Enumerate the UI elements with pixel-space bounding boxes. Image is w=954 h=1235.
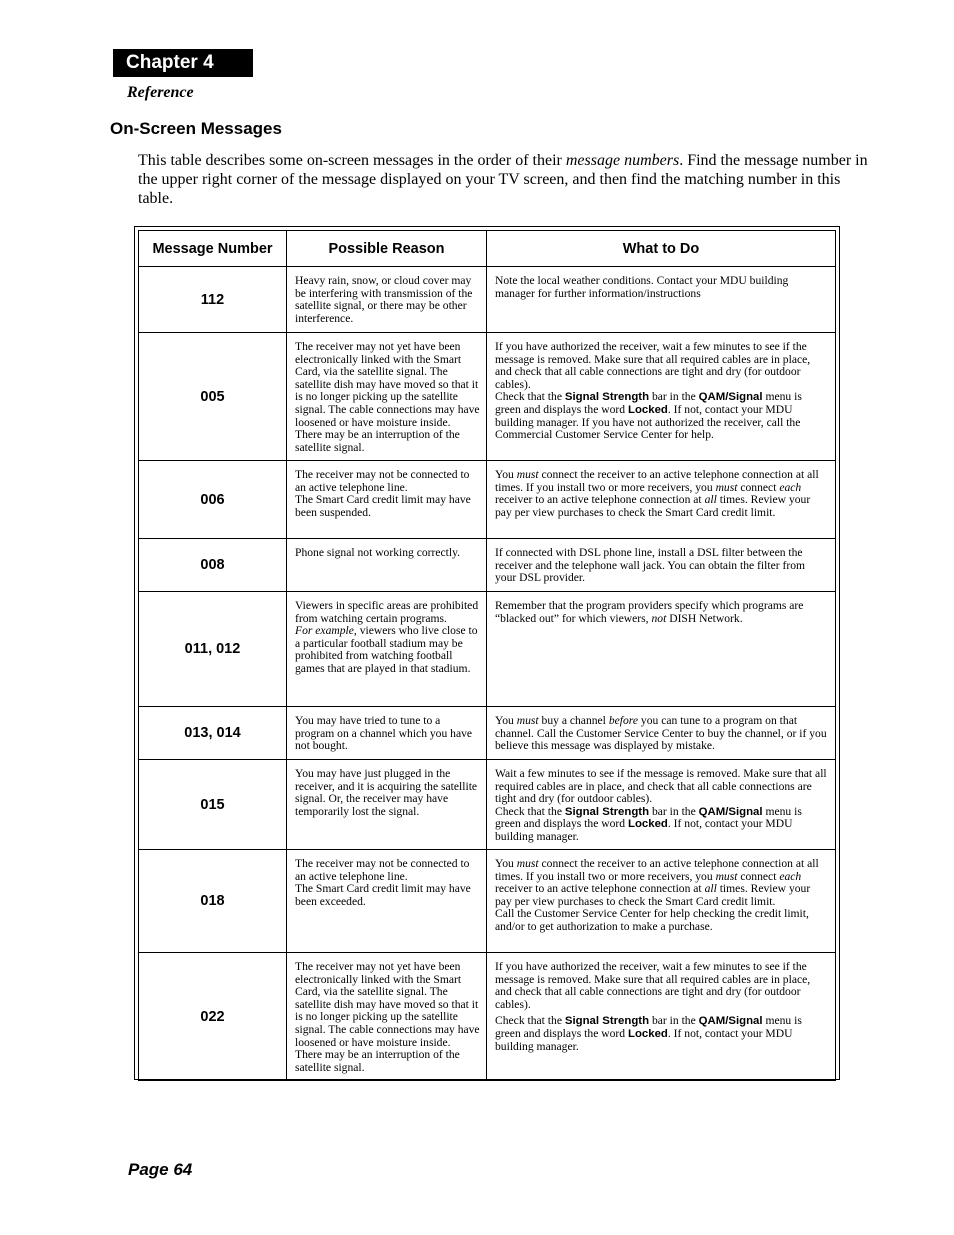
table-row [139,539,836,592]
table-row [139,953,836,1081]
action-text: If you have authorized the receiver, wait a few minutes to see if the message is removed. Make sure that all required cables are in place, and check that all cable connections are tight and dry (for outdoor cables). [495,960,811,1011]
reason-text: The Smart Card credit limit may have been suspended. [295,493,471,519]
action-check-text [495,806,829,844]
action-text: You [495,714,517,727]
action-text: Wait a few minutes to see if the message is removed. Make sure that all required cables are in place, and check that all cable connections are tight and dry (for outdoor cables). [495,767,827,806]
action-text: Check that the [495,390,565,404]
action-text [495,858,829,908]
messages-table [134,226,840,1080]
action-text: connect [737,869,780,883]
reason-text-rest: , viewers who live close to a particular football stadium may be prohibited from watching football games that are played in that stadium. [295,624,478,675]
table-row [139,592,836,707]
message-number: 018 [139,850,287,953]
emphasis-not: not [651,611,667,625]
what-to-do [487,333,836,461]
action-text: receiver to an active telephone connection at [495,493,705,507]
intro-emphasis: message numbers [565,152,680,169]
emphasis-must: must [715,480,738,494]
emphasis-each: each [779,869,802,883]
possible-reason: Heavy rain, snow, or cloud cover may be interfering with transmission of the satellite signal, or there may be other interference. [287,267,487,333]
table-row [139,333,836,461]
what-to-do [487,953,836,1081]
emphasis-before: before [608,714,639,727]
emphasis-all: all [704,882,717,896]
reason-text: The receiver may not be connected to an active telephone line. [295,468,470,494]
intro-text: This table describes some on-screen messages in the order of their [138,152,566,169]
emphasis-each: each [779,480,802,494]
what-to-do [487,760,836,850]
action-text: receiver to an active telephone connection at [495,882,705,896]
possible-reason: The receiver may not yet have been electronically linked with the Smart Card, via the satellite signal. The satellite dish may have moved so that it is no longer picking up the satellite signal. The cable connections may have loosened or have moisture inside. There may be an interruption of the satellite signal. [287,333,487,461]
qam-signal-term: QAM/Signal [698,1015,763,1028]
table-row [139,760,836,850]
action-text: Remember that the program providers specify which programs are “blacked out” for which viewers, [495,599,804,625]
action-text: times. Review your pay per view purchases to check the Smart Card credit limit. [495,493,811,519]
message-number: 022 [139,953,287,1081]
message-number: 011, 012 [139,592,287,707]
action-text: buy a channel [538,714,609,727]
action-text: you can tune to a program on that channel. Call the Customer Service Center to buy the channel, or if you believe this message was displayed by mistake. [495,714,827,753]
signal-strength-term: Signal Strength [564,1015,650,1028]
action-text: . If not, contact your MDU building manager. [495,1026,793,1053]
possible-reason: Phone signal not working correctly. [287,539,487,592]
message-number: 005 [139,333,287,461]
what-to-do [487,850,836,953]
intro-paragraph [138,151,868,208]
signal-strength-term: Signal Strength [564,391,650,404]
chapter-label: Chapter 4 [113,49,253,77]
message-number: 015 [139,760,287,850]
what-to-do [487,592,836,707]
possible-reason: The receiver may not yet have been electronically linked with the Smart Card, via the satellite signal. The satellite dish may have moved so that it is no longer picking up the satellite signal. The cable connections may have loosened or have moisture inside. There may be an interruption of the satellite signal. [287,953,487,1081]
emphasis-all: all [704,493,717,507]
message-number: 013, 014 [139,707,287,760]
action-text: . If not, contact your MDU building manager. [495,817,793,843]
table-row [139,267,836,333]
emphasis-must: must [516,857,539,870]
action-text: menu is green and displays the word [495,804,802,831]
action-text: Check that the [495,804,565,818]
emphasis-must: must [516,714,539,727]
emphasis-for-example: For example [295,624,354,638]
what-to-do: Note the local weather conditions. Contact your MDU building manager for further information/instructions [487,267,836,333]
what-to-do [487,707,836,760]
table-row [139,461,836,539]
signal-strength-term: Signal Strength [564,805,650,818]
action-text: You [495,857,517,870]
section-label: Reference [127,84,194,101]
action-text: . If not, contact your MDU building manager. If you have not authorized the receiver, call the Commercial Customer Service Center for help. [495,402,801,442]
possible-reason: You may have just plugged in the receiver, and it is acquiring the satellite signal. Or, the receiver may have temporarily lost the signal. [287,760,487,850]
action-text: Call the Customer Service Center for help checking the credit limit, and/or to get authorization to make a purchase. [495,907,809,933]
what-to-do: If connected with DSL phone line, install a DSL filter between the receiver and the telephone wall jack. You can obtain the filter from your DSL provider. [487,539,836,592]
table-header-row [139,231,836,267]
message-number: 008 [139,539,287,592]
possible-reason [287,592,487,707]
intro-text-end: . Find the message number in the upper right corner of the message displayed on your TV screen, and then find the matching number in this table. [138,152,868,207]
action-text: DISH Network. [666,611,743,625]
emphasis-must: must [516,468,539,481]
table-row [139,707,836,760]
action-text: bar in the [649,390,699,404]
page-number: Page 64 [128,1160,193,1179]
page-title: On-Screen Messages [110,119,282,138]
emphasis-must: must [715,869,738,883]
what-to-do [487,461,836,539]
action-text: You [495,468,517,481]
column-header: Possible Reason [287,231,487,267]
action-text: If you have authorized the receiver, wait a few minutes to see if the message is removed. Make sure that all required cables are in place, and check that all cable connections are tight and dry (for outdoor cables). [495,340,811,391]
reason-text [295,625,480,675]
action-text: times. Review your pay per view purchases to check the Smart Card credit limit. [495,882,811,908]
action-check-text [495,391,829,441]
reason-text: Viewers in specific areas are prohibited from watching certain programs. [295,599,479,625]
action-text: bar in the [649,1014,699,1028]
message-number: 006 [139,461,287,539]
column-header: What to Do [487,231,836,267]
column-header: Message Number [139,231,287,267]
action-text: menu is green and displays the word [495,390,802,416]
action-text: bar in the [649,804,699,818]
reason-text: The receiver may not be connected to an active telephone line. [295,857,470,883]
qam-signal-term: QAM/Signal [698,805,763,818]
locked-term: Locked [627,403,668,416]
table-row [139,850,836,953]
locked-term: Locked [627,1027,668,1040]
action-text: Check that the [495,1014,565,1028]
possible-reason [287,461,487,539]
possible-reason [287,850,487,953]
qam-signal-term: QAM/Signal [698,391,763,404]
reason-text: The Smart Card credit limit may have been exceeded. [295,882,471,908]
action-text: menu is green and displays the word [495,1014,802,1040]
action-text: connect [737,480,780,494]
action-check-text [495,1015,829,1053]
action-text: connect the receiver to an active telephone connection at all times. If you install two or more receivers, you [495,857,819,883]
action-text: connect the receiver to an active telephone connection at all times. If you install two or more receivers, you [495,468,819,494]
possible-reason: You may have tried to tune to a program on a channel which you have not bought. [287,707,487,760]
message-number: 112 [139,267,287,333]
locked-term: Locked [627,818,668,831]
